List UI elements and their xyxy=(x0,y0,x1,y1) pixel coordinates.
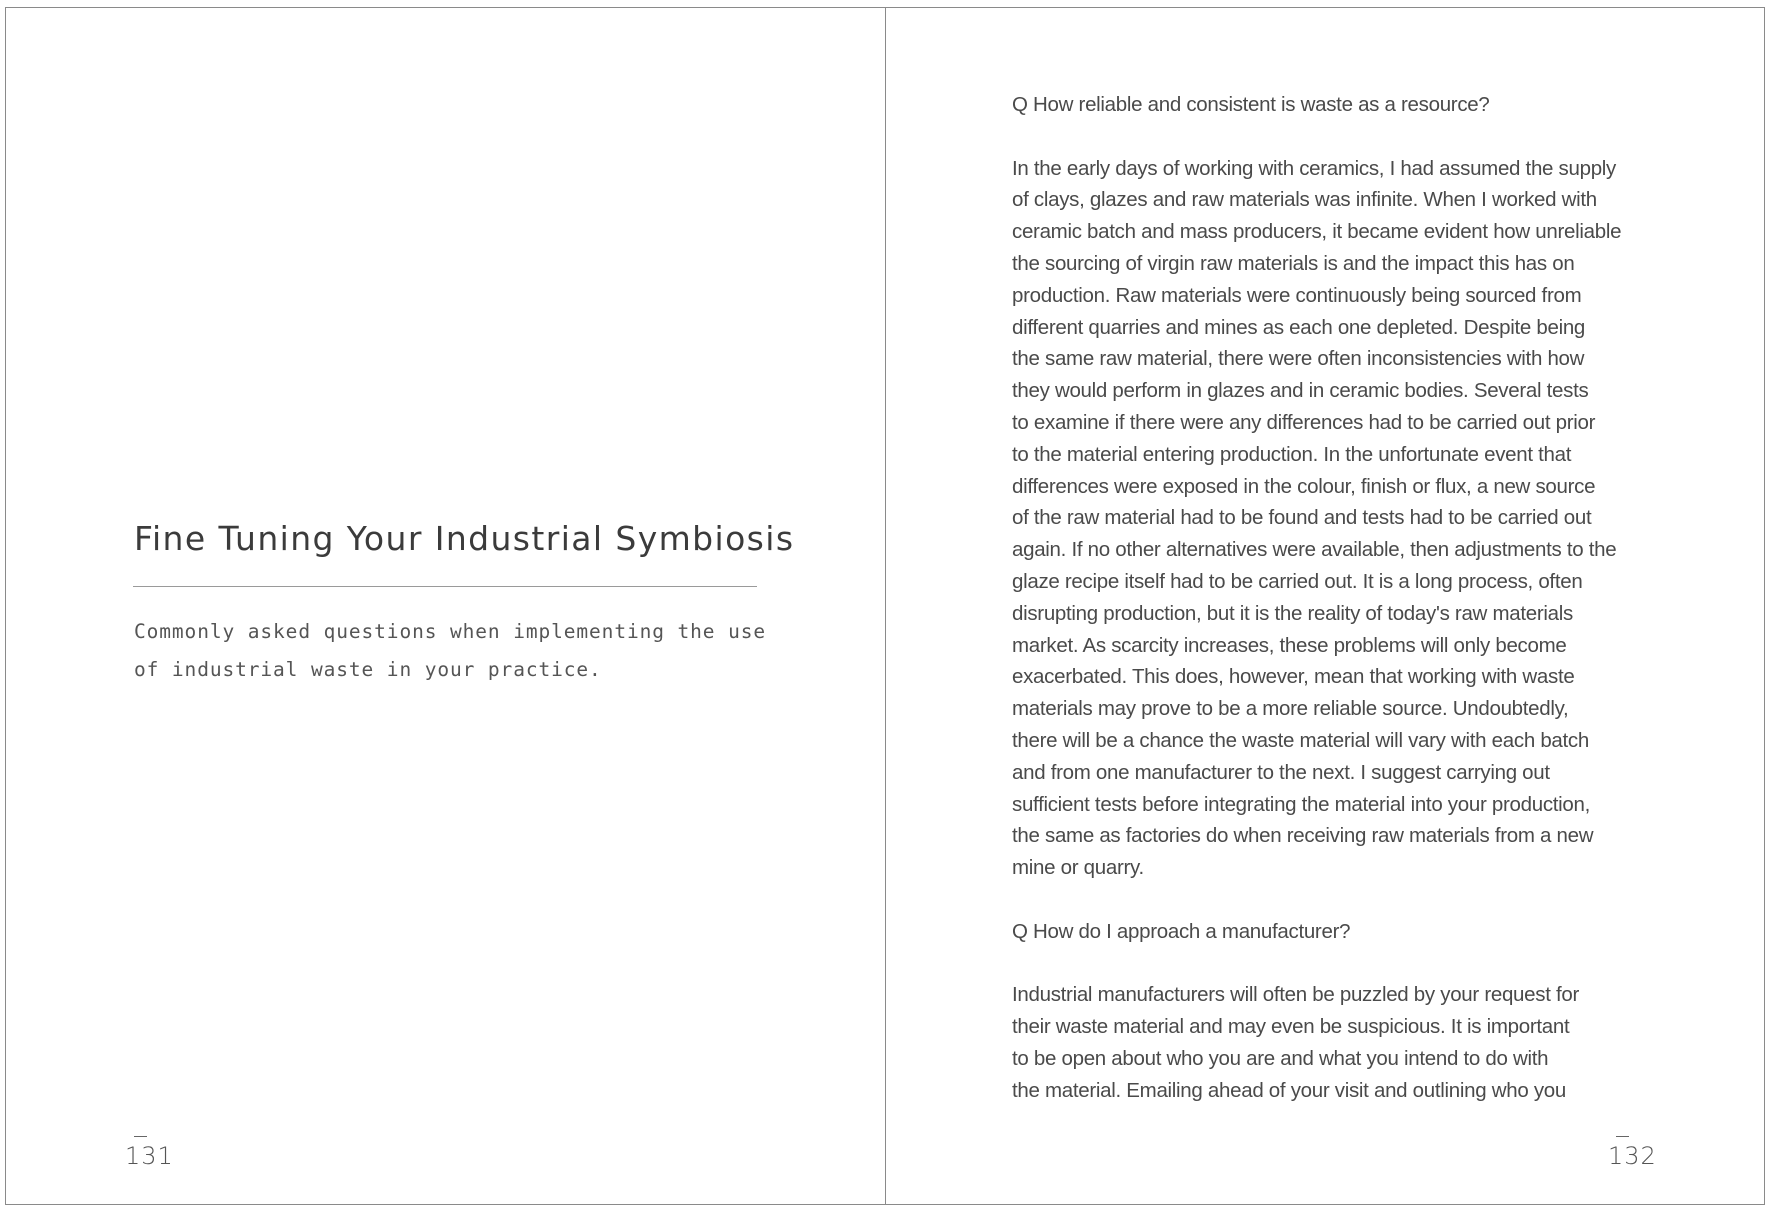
chapter-title: Fine Tuning Your Industrial Symbiosis xyxy=(134,519,795,558)
text-line: sufficient tests before integrating the material into your production, xyxy=(1012,792,1591,816)
chapter-intro xyxy=(134,613,774,689)
text-line: mine or quarry. xyxy=(1012,856,1144,880)
page-number-text: 131 xyxy=(125,1142,174,1170)
text-line: of clays, glazes and raw materials was infinite. When I worked with xyxy=(1012,188,1597,212)
intro-line: of industrial waste in your practice. xyxy=(134,658,602,681)
text-line: production. Raw materials were continuously being sourced from xyxy=(1012,283,1582,307)
text-line: and from one manufacturer to the next. I suggest carrying out xyxy=(1012,760,1550,784)
intro-line: Commonly asked questions when implementing the use xyxy=(134,620,766,643)
folio-tick xyxy=(134,1136,147,1137)
answer-paragraph xyxy=(1012,979,1652,1106)
page-number-left xyxy=(125,1142,174,1170)
text-line: their waste material and may even be suspicious. It is important xyxy=(1012,1015,1570,1039)
text-line: materials may prove to be a more reliable source. Undoubtedly, xyxy=(1012,697,1569,721)
text-line: again. If no other alternatives were available, then adjustments to the xyxy=(1012,538,1617,562)
text-line: ceramic batch and mass producers, it became evident how unreliable xyxy=(1012,220,1622,244)
text-line: disrupting production, but it is the reality of today's raw materials xyxy=(1012,601,1573,625)
question-heading: Q How reliable and consistent is waste as a resource? xyxy=(1012,93,1490,116)
text-line: exacerbated. This does, however, mean that working with waste xyxy=(1012,665,1575,689)
right-page xyxy=(886,7,1765,1205)
text-line: In the early days of working with ceramics, I had assumed the supply xyxy=(1012,156,1617,180)
text-line: market. As scarcity increases, these problems will only become xyxy=(1012,633,1567,657)
text-line: to examine if there were any differences had to be carried out prior xyxy=(1012,410,1596,434)
text-line: the sourcing of virgin raw materials is and the impact this has on xyxy=(1012,251,1575,275)
text-line: Industrial manufacturers will often be puzzled by your request for xyxy=(1012,983,1580,1007)
text-line: glaze recipe itself had to be carried out. It is a long process, often xyxy=(1012,569,1583,593)
question-heading: Q How do I approach a manufacturer? xyxy=(1012,919,1351,943)
answer-paragraph xyxy=(1012,153,1652,884)
text-line: the same raw material, there were often inconsistencies with how xyxy=(1012,347,1585,371)
page-number-text: 132 xyxy=(1608,1142,1657,1170)
title-rule xyxy=(133,586,757,587)
text-line: different quarries and mines as each one depleted. Despite being xyxy=(1012,315,1586,339)
text-line: of the raw material had to be found and tests had to be carried out xyxy=(1012,506,1592,530)
text-line: to be open about who you are and what you intend to do with xyxy=(1012,1046,1549,1070)
text-line: they would perform in glazes and in ceramic bodies. Several tests xyxy=(1012,379,1589,403)
text-line: to the material entering production. In the unfortunate event that xyxy=(1012,442,1572,466)
text-line: there will be a chance the waste material will vary with each batch xyxy=(1012,728,1589,752)
text-line: the material. Emailing ahead of your visit and outlining who you xyxy=(1012,1078,1566,1102)
text-line: differences were exposed in the colour, finish or flux, a new source xyxy=(1012,474,1596,498)
folio-tick xyxy=(1616,1136,1629,1137)
text-line: the same as factories do when receiving raw materials from a new xyxy=(1012,824,1594,848)
body-column xyxy=(1012,89,1652,1107)
page-number-right xyxy=(1608,1142,1657,1170)
left-page xyxy=(5,7,885,1205)
